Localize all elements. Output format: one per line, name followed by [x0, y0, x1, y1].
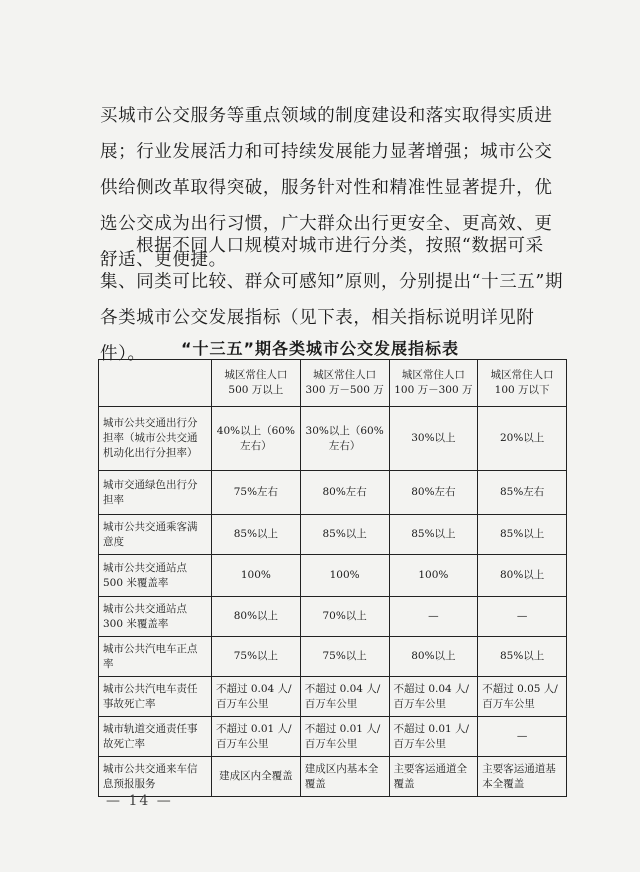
- table-cell: 85%以上: [212, 515, 301, 555]
- table-cell: 建成区内基本全覆盖: [300, 757, 389, 797]
- table-cell: 80%以上: [212, 597, 301, 637]
- row-label: 城市公共交通站点500 米覆盖率: [99, 555, 212, 597]
- table-cell: 70%以上: [300, 597, 389, 637]
- paragraph-2-text: 根据不同人口规模对城市进行分类，按照“数据可采集、同类可比较、群众可感知”原则，分别提出“十三五”期各类城市公交发展指标（见下表，相关指标说明详见附件）。: [100, 236, 564, 364]
- table-cell: 20%以上: [478, 407, 567, 471]
- table-cell: 100%: [212, 555, 301, 597]
- header-cell-500w-plus: 城区常住人口500 万以上: [212, 360, 301, 407]
- table-cell: 30%以上（60%左右）: [300, 407, 389, 471]
- table-cell: 40%以上（60%左右）: [212, 407, 301, 471]
- table-cell: 不超过 0.04 人/百万车公里: [212, 677, 301, 717]
- row-label: 城市交通绿色出行分担率: [99, 471, 212, 515]
- table-row: [99, 555, 567, 597]
- table-cell: 建成区内全覆盖: [212, 757, 301, 797]
- row-label: 城市公共汽电车正点率: [99, 637, 212, 677]
- table-row: [99, 637, 567, 677]
- table-row: [99, 515, 567, 555]
- row-label: 城市公共交通来车信息预报服务: [99, 757, 212, 797]
- paragraph-1: 买城市公交服务等重点领域的制度建设和落实取得实质进展；行业发展活力和可持续发展能力显著增强；城市公交供给侧改革取得突破，服务针对性和精准性显著提升，优选公交成为出行习惯，广大群众出行更安全、更高效、更舒适、更便捷。: [100, 106, 553, 270]
- table-cell: 30%以上: [389, 407, 478, 471]
- table-cell: 75%左右: [212, 471, 301, 515]
- table-cell: —: [389, 597, 478, 637]
- row-label: 城市公共交通站点300 米覆盖率: [99, 597, 212, 637]
- table-cell: 85%左右: [478, 471, 567, 515]
- table-cell: —: [478, 597, 567, 637]
- table-cell: 85%以上: [300, 515, 389, 555]
- table-cell: 80%左右: [300, 471, 389, 515]
- header-cell-corner: [99, 360, 212, 407]
- row-label: 城市轨道交通责任事故死亡率: [99, 717, 212, 757]
- page-number: — 14 —: [106, 793, 173, 809]
- table-cell: 100%: [300, 555, 389, 597]
- table-cell: 主要客运通道基本全覆盖: [478, 757, 567, 797]
- table-cell: 不超过 0.05 人/百万车公里: [478, 677, 567, 717]
- header-cell-100-300w: 城区常住人口100 万－300 万: [389, 360, 478, 407]
- header-cell-300-500w: 城区常住人口300 万－500 万: [300, 360, 389, 407]
- table-cell: 85%以上: [478, 515, 567, 555]
- table-cell: 80%以上: [478, 555, 567, 597]
- table-row: [99, 677, 567, 717]
- row-label: 城市公共汽电车责任事故死亡率: [99, 677, 212, 717]
- table-cell: 85%以上: [389, 515, 478, 555]
- table-cell: 100%: [389, 555, 478, 597]
- table-cell: 85%以上: [478, 637, 567, 677]
- table-title: “十三五”期各类城市公交发展指标表: [180, 339, 460, 358]
- row-label: 城市公共交通乘客满意度: [99, 515, 212, 555]
- table-row: [99, 471, 567, 515]
- table-cell: 主要客运通道全覆盖: [389, 757, 478, 797]
- table-cell: 不超过 0.04 人/百万车公里: [389, 677, 478, 717]
- table-cell: 不超过 0.01 人/百万车公里: [300, 717, 389, 757]
- table-cell: 不超过 0.01 人/百万车公里: [389, 717, 478, 757]
- row-label: 城市公共交通出行分担率（城市公共交通机动化出行分担率）: [99, 407, 212, 471]
- table-row: [99, 597, 567, 637]
- table-row: [99, 717, 567, 757]
- table-row: [99, 407, 567, 471]
- table-row: [99, 757, 567, 797]
- table-cell: 80%以上: [389, 637, 478, 677]
- table-cell: 不超过 0.04 人/百万车公里: [300, 677, 389, 717]
- table-cell: 75%以上: [212, 637, 301, 677]
- table-cell: —: [478, 717, 567, 757]
- indicator-table: [98, 359, 567, 797]
- table-header-row: [99, 360, 567, 407]
- header-cell-under-100w: 城区常住人口100 万以下: [478, 360, 567, 407]
- table-cell: 不超过 0.01 人/百万车公里: [212, 717, 301, 757]
- table-cell: 80%左右: [389, 471, 478, 515]
- table-cell: 75%以上: [300, 637, 389, 677]
